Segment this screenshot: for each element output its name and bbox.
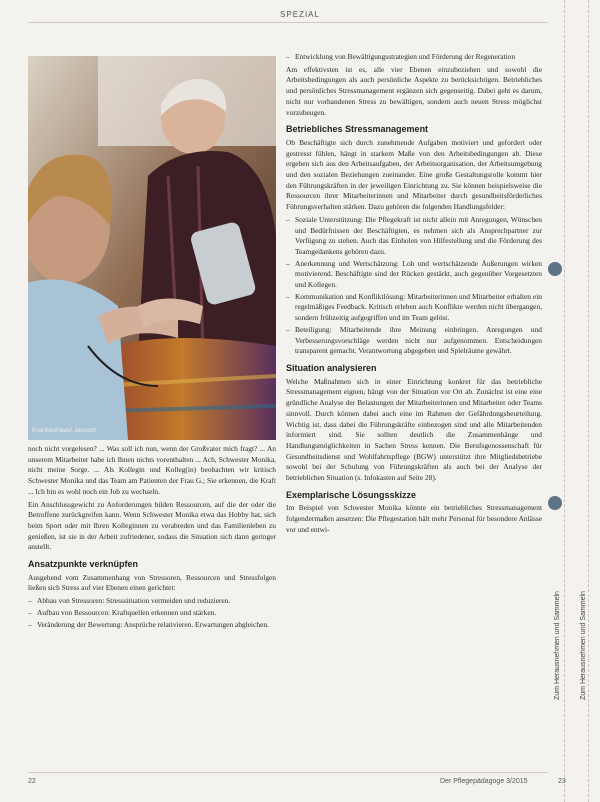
list-item: – Kommunikation und Konfliktlösung: Mitarbeiterinnen und Mitarbeiter erhalten ein regelmäßiges Feedback. Kritisch erleben auch Konflikte werden nicht übergangen, sondern frühzeitig aufgegriffen und im Team gelöst. — [286, 292, 542, 324]
page-number-right: 23 — [558, 778, 566, 785]
left-paragraph-2: Ein Anschlussgewicht zu Anforderungen bilden Ressourcen, auf die der oder die Betroffene zurückgreifen kann. Wenn Schwester Monika etwa das Hobby hat, sich beim Sport oder mit Ihren Kolleginnen zu verabreden und das Familienleben zu genießen, ist sie in der Arbeit zufriedener, sodass die Situation sich dann geringer anstellt. — [28, 499, 276, 552]
left-paragraph-3: Ausgehend vom Zusammenhang von Stressoren, Ressourcen und Stressfolgen ließen sich Stress auf vier Ebenen einen gerichtet: — [28, 572, 276, 593]
list-item: – Abbau von Stressoren: Stresssituation vermeiden und reduzieren. — [28, 596, 276, 607]
section-header: SPEZIAL — [280, 10, 320, 19]
right-paragraph-0: Am effektivsten ist es, alle vier Ebenen einzubeziehen und sowohl die Arbeitsbedingungen als auch persönliche Aspekte zu berücksichtigen. Betriebliches und persönliches Stressmanagement ergänzen sich gegenseitig. Dabei geht es darum, nicht nur vorhandenen Stress zu bewältigen, sondern auch neuen Stress möglichst vorzubeugen. — [286, 64, 542, 117]
right-paragraph-2: Welche Maßnahmen sich in einer Einrichtung konkret für das betriebliche Stressmanagement eignen, hängt von der Situation vor Ort ab. Zunächst ist eine eine gründliche Analyse der Belastungen der Mitarbeiterinnen und Mitarbeiter oder Teams sinnvoll. Durch können dabei auch eine im Rahmen der Gefährdungsbeurteilung. Wichtig ist, dass dabei die Führungskräfte einbezogen sind und alle Mitarbeitenden informiert sind. Sie sollten deutlich die Zusammenhänge und Handlungsmöglichkeiten in Sachen Stress kennen. Die Berufsgenossenschaft für Gesundheitsdienst und Wohlfahrtspflege (BGW) unterstützt ihre Mitgliedsbetriebe sowohl bei der Schulung von Führungskräften als auch bei der Analyse der betrieblichen Situation (s. Infokasten auf Seite 28). — [286, 376, 542, 483]
heading-situation-analysieren: Situation analysieren — [286, 362, 377, 373]
ansatz-list — [28, 596, 276, 630]
punch-hole-dot — [548, 496, 562, 510]
collect-label: Zum Herausnehmen und Sammeln — [554, 591, 561, 700]
header-rule — [28, 22, 548, 23]
continued-list — [286, 52, 542, 63]
right-paragraph-1: Ob Beschäftigte sich durch zunehmende Aufgaben motiviert und gefordert oder gestresst fühlen, hängt in starkem Maße von den Arbeitsbedingungen ab. Diese ergeben sich aus den Arbeitsaufgaben, der Arbeitsorganisation, der Arbeitsumgebung und den sozialen Beziehungen zueinander. Eine große Gestaltungsrolle kommt hier den Führungskräften in der jeweiligen Einrichtung zu. Sie können beispielsweise die Ressourcen ihrer Mitarbeiterinnen und Mitarbeiter durch gesundheitsförderliches Führungsverhalten stärken. Dazu gehören die folgenden Handlungsfelder: — [286, 137, 542, 212]
list-item: – Anerkennung und Wertschätzung: Lob und wertschätzende Äußerungen wirken motivierend. Beschäftigte sind der Rücken gestärkt, auch gegenüber Vorgesetzten und Kollegen. — [286, 259, 542, 291]
cut-line — [588, 0, 589, 802]
list-item: – Aufbau von Ressourcen: Kraftquellen erkennen und stärken. — [28, 608, 276, 619]
list-item: – Beteiligung: Mitarbeitende ihre Meinung einbringen. Anregungen und Verbesserungsvorschläge werden nicht nur aufgenommen. Entscheidungen transparent gemacht. Verantwortung abgegeben und Spielräume gewährt. — [286, 325, 542, 357]
nurse-patient-photo — [28, 56, 276, 440]
heading-betriebliches-stressmanagement: Betriebliches Stressmanagement — [286, 124, 429, 135]
punch-hole-dot — [548, 262, 562, 276]
magazine-title: Der Pflegepädagoge 3/2015 — [440, 778, 528, 785]
left-column — [28, 444, 276, 632]
heading-ansatzpunkte: Ansatzpunkte verknüpfen — [28, 559, 139, 570]
footer-rule — [28, 772, 548, 773]
page-number-left: 22 — [28, 778, 36, 785]
list-item: – Veränderung der Bewertung: Ansprüche relativieren. Erwartungen abgleichen. — [28, 620, 276, 631]
left-paragraph-1: noch nicht vorgelesen? ... Was soll ich nun, wenn der Großvater mich fragt? ... An unserem Mitarbeiter habe ich Ihnen nichts vorenthalten ... Ach, Schwester Monika, nicht meine Sorge. ... Als Kollegin und Kolleg(in) beobachten wir kritisch Schwester Monika und das Team am Patienten der Frau G.; Sie erkennen, die Kraft ... Ich bin es wohl noch ein Job zu wechseln. — [28, 444, 276, 496]
cut-line — [564, 0, 565, 802]
article-photo — [28, 56, 276, 440]
list-item: – Soziale Unterstützung: Die Pflegekraft ist nicht allein mit Anregungen, Wünschen und Bedürfnissen der Beschäftigten, es nehmen sich als Ansprechpartner zur Verfügung zu stehen. Auch das Einholen von Hilfestellung und die Förderung des Teamgedankens gehören dazu. — [286, 215, 542, 258]
right-column — [286, 52, 542, 538]
fuehrung-list — [286, 215, 542, 357]
photo-credit: Krankenhaus/ Jaresch — [32, 427, 97, 434]
heading-loesungsskizze: Exemplarische Lösungsskizze — [286, 489, 417, 500]
collect-label: Zum Herausnehmen und Sammeln — [580, 591, 587, 700]
collect-sidebar — [544, 0, 600, 802]
right-paragraph-3: Im Beispiel von Schwester Monika könnte ein betriebliches Stressmanagement folgendermaßen ansetzen: Die Pflegestation hält mehr Personal für besondere Anlässe vor und entwi- — [286, 503, 542, 534]
list-item: – Entwicklung von Bewältigungsstrategien und Förderung der Regeneration — [286, 52, 542, 63]
